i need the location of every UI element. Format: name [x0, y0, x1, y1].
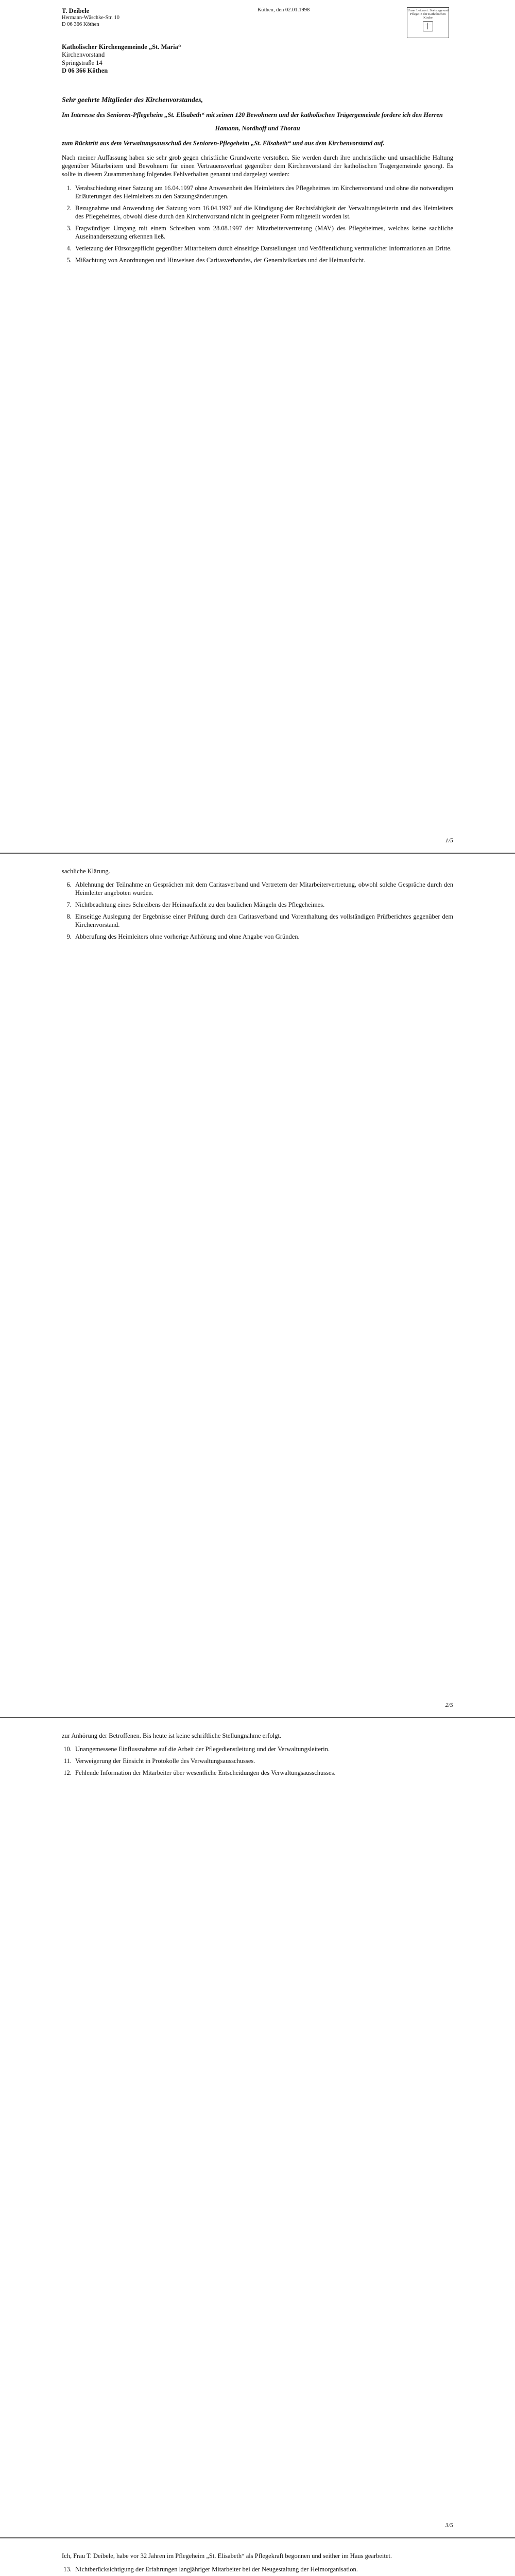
- complaint-list: [62, 184, 453, 264]
- complaint-list: [62, 2565, 453, 2576]
- list-item: 11. Verweigerung der Einsicht in Protokolle des Verwaltungsausschusses.: [73, 1757, 453, 1765]
- list-item: 13. Nichtberücksichtigung der Erfahrungen langjähriger Mitarbeiter bei der Neugestaltung der Heimorganisation.: [73, 2565, 453, 2573]
- continuation-paragraph: zur Anhörung der Betroffenen. Bis heute ist keine schriftliche Stellungnahme erfolgt.: [62, 1732, 282, 1739]
- recipient-line-4: D 06 366 Köthen: [62, 66, 108, 74]
- recipient-line-2: Kirchenvorstand: [62, 51, 105, 59]
- logo-text: Unser Leitwort: Seelsorge und Pflege in der Katholischen Kirche: [407, 9, 449, 20]
- list-item: 10. Unangemessene Einflussnahme auf die Arbeit der Pflegedienstleitung und der Verwaltungsleiterin.: [73, 1745, 453, 1753]
- list-item: 8. Einseitige Auslegung der Ergebnisse einer Prüfung durch den Caritasverband und Vorenthaltung des vollständigen Prüfberichtes gegenüber dem Kirchenvorstand.: [73, 912, 453, 929]
- list-item: 12. Fehlende Information der Mitarbeiter über wesentliche Entscheidungen des Verwaltungsausschusses.: [73, 1769, 453, 1777]
- recipient-address: [62, 43, 453, 75]
- reason-paragraph: Nach meiner Auffassung haben sie sehr grob gegen christliche Grundwerte verstoßen. Sie werden durch ihre unchristliche und unsachliche Haltung gegenüber Mitarbeitern und Bewohnern für einen Vertrauensverlust gegenüber dem Kirchenvorstand der katholischen Trägergemeinde gesorgt. Es sollte in diesem Zusammenhang folgendes Fehlverhalten genannt und dargelegt werden:: [62, 154, 453, 178]
- pflegeheim-logo: [407, 7, 449, 38]
- letter-page-1: [0, 0, 515, 853]
- list-item: 3. Fragwürdiger Umgang mit einem Schreiben vom 28.08.1997 der Mitarbeitervertretung (MAV) des Pflegeheimes, welches keine sachliche Auseinandersetzung erkennen ließ.: [73, 224, 453, 241]
- page-number: 3/5: [445, 2521, 453, 2529]
- sender-street: Hermann-Wäschke-Str. 10: [62, 15, 119, 21]
- complaint-list: [62, 1745, 453, 1777]
- list-item: 7. Nichtbeachtung eines Schreibens der Heimaufsicht zu den baulichen Mängeln des Pflegeheimes.: [73, 901, 453, 909]
- list-item: 4. Verletzung der Fürsorgepflicht gegenüber Mitarbeitern durch einseitige Darstellungen und Veröffentlichung vertraulicher Informationen an Dritte.: [73, 244, 453, 252]
- list-item: 5. Mißachtung von Anordnungen und Hinweisen des Caritasverbandes, der Generalvikariats und der Heimaufsicht.: [73, 256, 453, 264]
- continuation-paragraph: sachliche Klärung.: [62, 868, 110, 875]
- sender-city: D 06 366 Köthen: [62, 21, 99, 27]
- cross-icon: [423, 21, 433, 31]
- named-persons: Hamann, Nordhoff und Thorau: [215, 125, 300, 132]
- letter-page-4: [0, 2537, 515, 2576]
- date-line: Köthen, den 02.01.1998: [258, 7, 310, 13]
- letter-page-3: [0, 1717, 515, 2537]
- intro-paragraph: Im Interesse des Senioren-Pflegeheim „St. Elisabeth“ mit seinen 120 Bewohnern und der katholischen Trägergemeinde fordere ich den Herren: [62, 111, 443, 119]
- demand-paragraph: zum Rücktritt aus dem Verwaltungsausschuß des Senioren-Pflegeheim „St. Elisabeth“ und aus dem Kirchenvorstand auf.: [62, 139, 385, 147]
- list-item: 6. Ablehnung der Teilnahme an Gesprächen mit dem Caritasverband und Vertretern der Mitarbeitervertretung, obwohl solche Gespräche durch den Heimleiter angeboten wurden.: [73, 880, 453, 897]
- sender-name: T. Deibele: [62, 7, 90, 14]
- letter-page-2: [0, 853, 515, 1717]
- continuation-paragraph: Ich, Frau T. Deibele, habe vor 32 Jahren im Pflegeheim „St. Elisabeth“ als Pflegekraft begonnen und seither im Haus gearbeitet.: [62, 2552, 392, 2560]
- list-item: 9. Abberufung des Heimleiters ohne vorherige Anhörung und ohne Angabe von Gründen.: [73, 933, 453, 941]
- list-item: 1. Verabschiedung einer Satzung am 16.04.1997 ohne Anwesenheit des Heimleiters des Pflegeheimes im Kirchenvorstand und ohne die notwendigen Erläuterungen des Heimleiters zu den Satzungsänderungen.: [73, 184, 453, 200]
- complaint-list: [62, 880, 453, 941]
- greeting: Sehr geehrte Mitglieder des Kirchenvorstandes,: [62, 96, 203, 105]
- list-item: 2. Bezugnahme und Anwendung der Satzung vom 16.04.1997 auf die Kündigung der Rechtsfähigkeit der Verwaltungsleiterin und des Heimleiters des Pflegeheimes, obwohl diese durch den Kirchenvorstand nicht in geeigneter Form mitgeteilt worden ist.: [73, 204, 453, 221]
- recipient-line-1: Katholischer Kirchengemeinde „St. Maria“: [62, 43, 182, 51]
- page-number: 1/5: [445, 837, 453, 844]
- recipient-line-3: Springstraße 14: [62, 59, 102, 66]
- page-number: 2/5: [445, 1701, 453, 1708]
